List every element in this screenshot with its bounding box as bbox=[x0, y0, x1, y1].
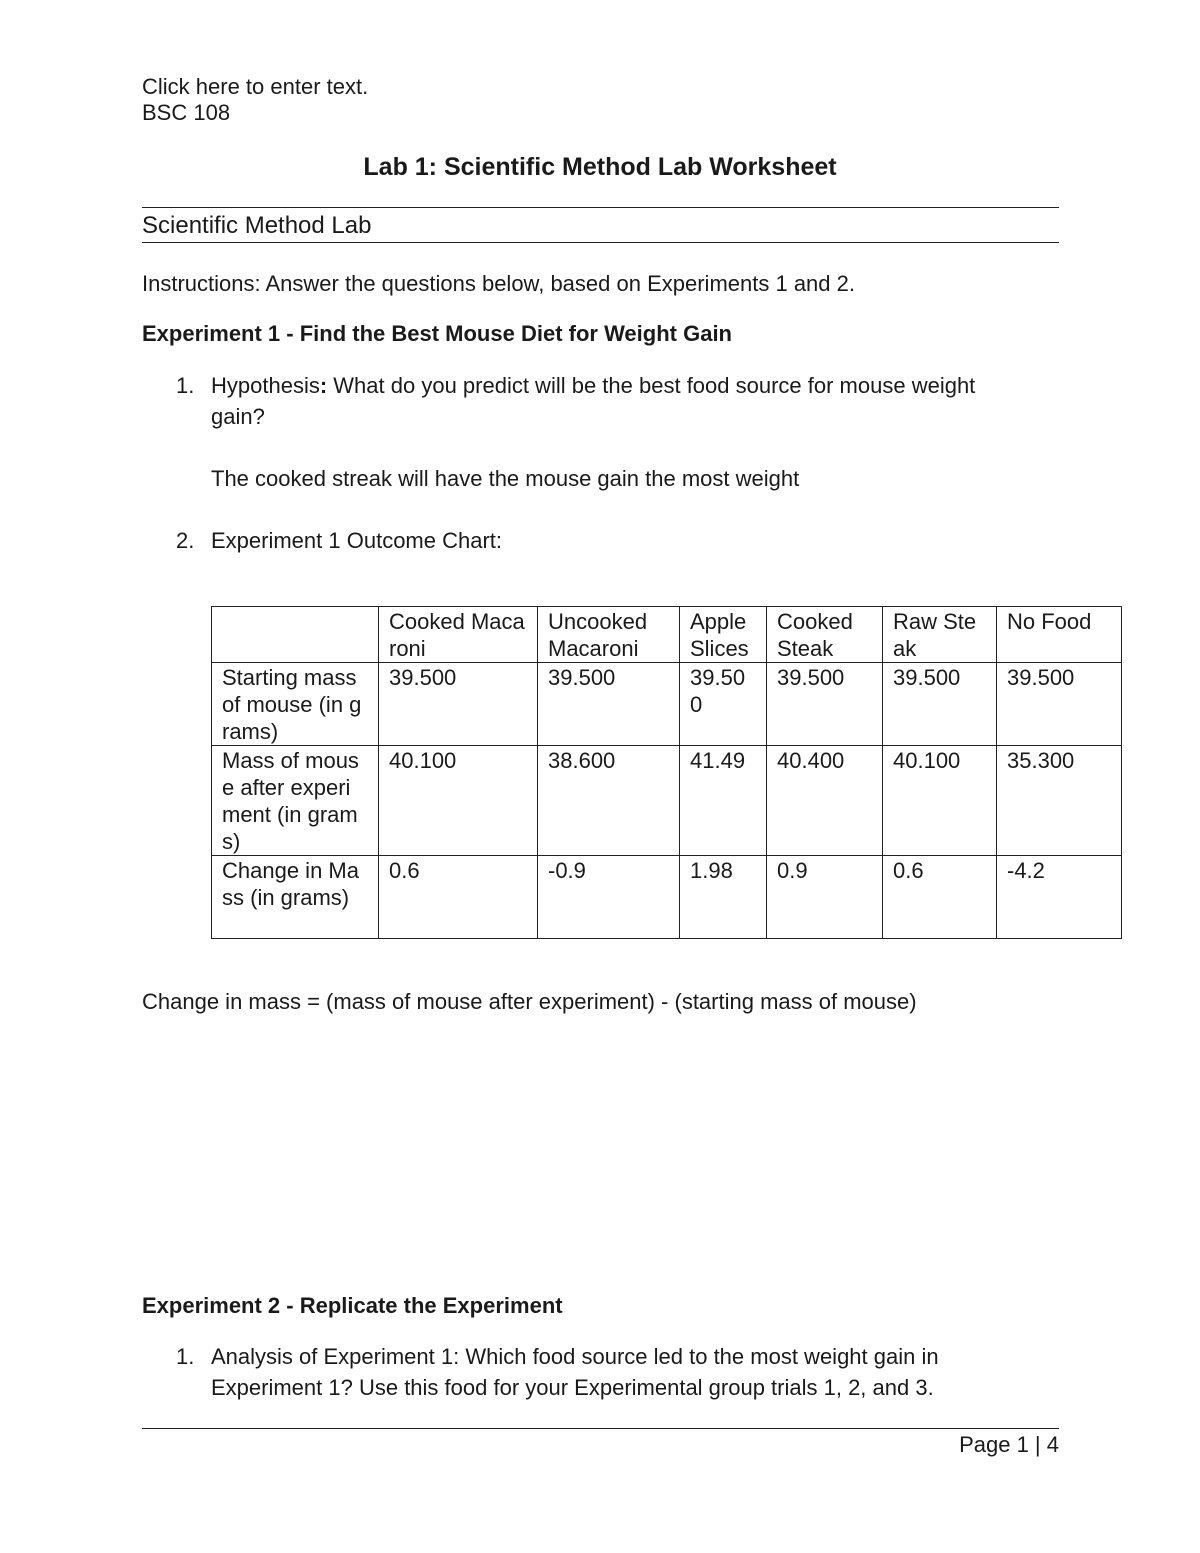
outcome-chart-label: Experiment 1 Outcome Chart: bbox=[211, 528, 503, 553]
exp2-q1-line1: Analysis of Experiment 1: Which food source led to the most weight gain in bbox=[211, 1344, 939, 1369]
table-cell[interactable]: 39.500 bbox=[883, 663, 997, 746]
table-header-cell bbox=[212, 607, 379, 663]
row-label: Change in Mass (in grams) bbox=[212, 856, 379, 939]
hypothesis-answer[interactable]: The cooked streak will have the mouse gain the most weight bbox=[211, 466, 800, 491]
table-header-cell: Cooked Steak bbox=[767, 607, 883, 663]
table-cell[interactable]: 35.300 bbox=[997, 746, 1122, 856]
table-cell[interactable]: -4.2 bbox=[997, 856, 1122, 939]
row-label: Mass of mouse after experiment (in grams) bbox=[212, 746, 379, 856]
experiment2-heading: Experiment 2 - Replicate the Experiment bbox=[142, 1293, 563, 1318]
top-divider bbox=[142, 207, 1059, 208]
hypothesis-question-line2: gain? bbox=[211, 404, 265, 429]
table-cell[interactable]: 39.500 bbox=[379, 663, 538, 746]
table-cell[interactable]: 39.500 bbox=[538, 663, 680, 746]
section-divider bbox=[142, 242, 1059, 243]
table-cell[interactable]: 0.6 bbox=[883, 856, 997, 939]
table-cell[interactable]: 41.49 bbox=[680, 746, 767, 856]
table-row bbox=[212, 663, 1122, 746]
document-title: Lab 1: Scientific Method Lab Worksheet bbox=[363, 153, 837, 181]
hypothesis-colon: : bbox=[319, 373, 328, 398]
table-cell[interactable]: 1.98 bbox=[680, 856, 767, 939]
table-header-row bbox=[212, 607, 1122, 663]
table-cell[interactable]: 39.500 bbox=[680, 663, 767, 746]
outcome-table bbox=[211, 606, 1122, 939]
footer-divider bbox=[142, 1428, 1059, 1429]
table-row bbox=[212, 856, 1122, 939]
exp2-q1-number: 1. bbox=[176, 1344, 195, 1369]
table-cell[interactable]: 40.100 bbox=[883, 746, 997, 856]
table-cell[interactable]: -0.9 bbox=[538, 856, 680, 939]
table-cell[interactable]: 38.600 bbox=[538, 746, 680, 856]
table-cell[interactable]: 0.6 bbox=[379, 856, 538, 939]
table-header-cell: Uncooked Macaroni bbox=[538, 607, 680, 663]
exp2-q1-line2: Experiment 1? Use this food for your Experimental group trials 1, 2, and 3. bbox=[211, 1375, 934, 1400]
experiment1-heading: Experiment 1 - Find the Best Mouse Diet for Weight Gain bbox=[142, 321, 732, 346]
table-header-cell: Cooked Macaroni bbox=[379, 607, 538, 663]
table-header-cell: Apple Slices bbox=[680, 607, 767, 663]
page-number: Page 1 | 4 bbox=[959, 1432, 1059, 1457]
table-header-cell: No Food bbox=[997, 607, 1122, 663]
instructions-text: Instructions: Answer the questions below, based on Experiments 1 and 2. bbox=[142, 271, 855, 296]
placeholder-text-field[interactable]: Click here to enter text. bbox=[142, 74, 369, 99]
table-cell[interactable]: 0.9 bbox=[767, 856, 883, 939]
row-label: Starting mass of mouse (in grams) bbox=[212, 663, 379, 746]
table-cell[interactable]: 40.400 bbox=[767, 746, 883, 856]
table-cell[interactable]: 39.500 bbox=[997, 663, 1122, 746]
exp1-q2-number: 2. bbox=[176, 528, 195, 553]
course-code: BSC 108 bbox=[142, 100, 231, 125]
exp1-q1-number: 1. bbox=[176, 373, 195, 398]
table-cell[interactable]: 40.100 bbox=[379, 746, 538, 856]
hypothesis-label: Hypothesis bbox=[211, 373, 320, 398]
table-cell[interactable]: 39.500 bbox=[767, 663, 883, 746]
section-heading: Scientific Method Lab bbox=[142, 212, 372, 239]
table-header-cell: Raw Steak bbox=[883, 607, 997, 663]
change-in-mass-formula: Change in mass = (mass of mouse after experiment) - (starting mass of mouse) bbox=[142, 989, 917, 1014]
table-row bbox=[212, 746, 1122, 856]
exp1-q1-question bbox=[211, 372, 975, 400]
hypothesis-question-line1: What do you predict will be the best food source for mouse weight bbox=[327, 373, 976, 398]
